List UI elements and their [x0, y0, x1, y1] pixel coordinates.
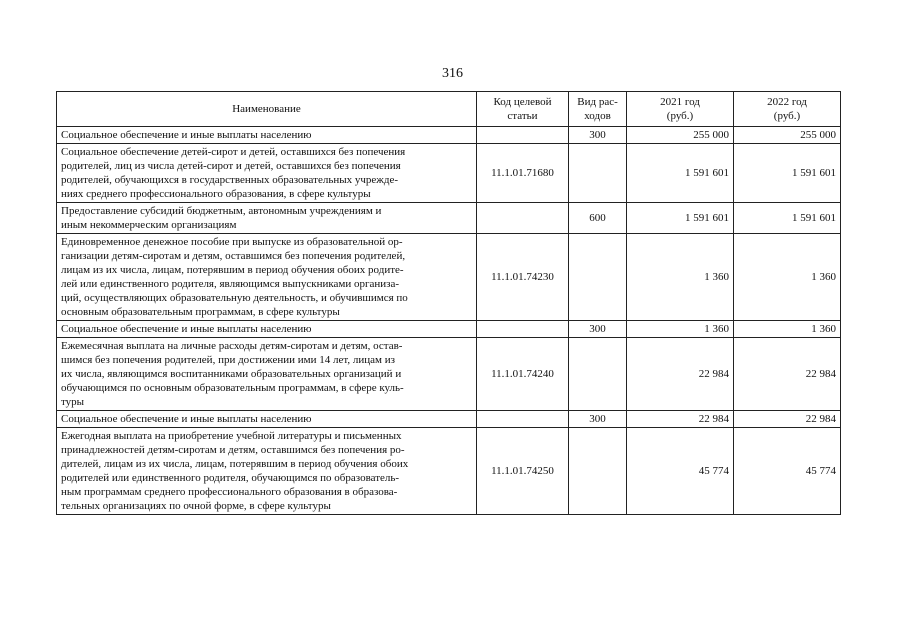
row-name: Социальное обеспечение и иные выплаты населению	[57, 411, 477, 428]
header-year-2021: 2021 год (руб.)	[627, 92, 734, 127]
row-amount-2021: 22 984	[627, 411, 734, 428]
row-expense-type	[569, 144, 627, 203]
table-row	[57, 127, 841, 144]
row-target-code: 11.1.01.74230	[477, 234, 569, 321]
row-name: Социальное обеспечение детей-сирот и детей, оставшихся без попечения родителей, лиц из числа детей-сирот и детей, оставшихся без попечения родителей, обучающихся в государственных образовательных учрежде- ниях среднего профессионального образования, в сфере культуры	[57, 144, 477, 203]
row-amount-2021: 22 984	[627, 338, 734, 411]
row-expense-type: 300	[569, 411, 627, 428]
header-name: Наименование	[57, 92, 477, 127]
header-target-code: Код целевой статьи	[477, 92, 569, 127]
row-amount-2022: 1 360	[734, 321, 841, 338]
row-amount-2021: 1 591 601	[627, 144, 734, 203]
row-expense-type: 300	[569, 127, 627, 144]
row-expense-type	[569, 428, 627, 515]
row-amount-2022: 22 984	[734, 411, 841, 428]
table-row	[57, 234, 841, 321]
row-expense-type: 600	[569, 203, 627, 234]
row-name: Социальное обеспечение и иные выплаты населению	[57, 127, 477, 144]
row-amount-2021: 1 360	[627, 234, 734, 321]
row-expense-type	[569, 338, 627, 411]
row-target-code: 11.1.01.71680	[477, 144, 569, 203]
row-amount-2022: 1 360	[734, 234, 841, 321]
row-amount-2022: 45 774	[734, 428, 841, 515]
row-amount-2022: 1 591 601	[734, 144, 841, 203]
table-header-row	[57, 92, 841, 127]
row-target-code: 11.1.01.74250	[477, 428, 569, 515]
table-row	[57, 321, 841, 338]
row-expense-type: 300	[569, 321, 627, 338]
table-row	[57, 144, 841, 203]
row-target-code: 11.1.01.74240	[477, 338, 569, 411]
budget-table	[56, 91, 841, 515]
row-expense-type	[569, 234, 627, 321]
table-row	[57, 411, 841, 428]
header-expense-type: Вид рас- ходов	[569, 92, 627, 127]
row-name: Единовременное денежное пособие при выпуске из образовательной ор- ганизации детям-сиротам и детям, оставшимся без попечения родителей, лицам из их числа, лицам, потерявшим в период обучения обоих родите- лей или единственного родителя, являющимся выпускниками организа- ций, осуществляющих образовательную деятельность, и обучившимся по основным образовательным программам, в сфере культуры	[57, 234, 477, 321]
row-target-code	[477, 321, 569, 338]
row-target-code	[477, 203, 569, 234]
row-amount-2021: 255 000	[627, 127, 734, 144]
row-amount-2022: 1 591 601	[734, 203, 841, 234]
row-amount-2021: 45 774	[627, 428, 734, 515]
row-amount-2021: 1 591 601	[627, 203, 734, 234]
row-name: Ежемесячная выплата на личные расходы детям-сиротам и детям, остав- шимся без попечения родителей, при достижении ими 14 лет, лицам из их числа, являющимся воспитанниками образовательных организаций и обучающимся по основным образовательным программам, в сфере куль- туры	[57, 338, 477, 411]
table-row	[57, 203, 841, 234]
row-amount-2022: 255 000	[734, 127, 841, 144]
row-name: Ежегодная выплата на приобретение учебной литературы и письменных принадлежностей детям-сиротам и детям, оставшимся без попечения ро- дителей, лицам из их числа, лицам, потерявшим в период обучения обоих родителей или единственного родителя, обучающимся по образователь- ным программам среднего профессионального образования в образова- тельных организациях по очной форме, в сфере культуры	[57, 428, 477, 515]
table-row	[57, 338, 841, 411]
row-name: Социальное обеспечение и иные выплаты населению	[57, 321, 477, 338]
row-amount-2021: 1 360	[627, 321, 734, 338]
table-row	[57, 428, 841, 515]
row-name: Предоставление субсидий бюджетным, автономным учреждениям и иным некоммерческим организациям	[57, 203, 477, 234]
row-target-code	[477, 127, 569, 144]
page-number: 316	[442, 66, 463, 81]
row-target-code	[477, 411, 569, 428]
header-year-2022: 2022 год (руб.)	[734, 92, 841, 127]
row-amount-2022: 22 984	[734, 338, 841, 411]
